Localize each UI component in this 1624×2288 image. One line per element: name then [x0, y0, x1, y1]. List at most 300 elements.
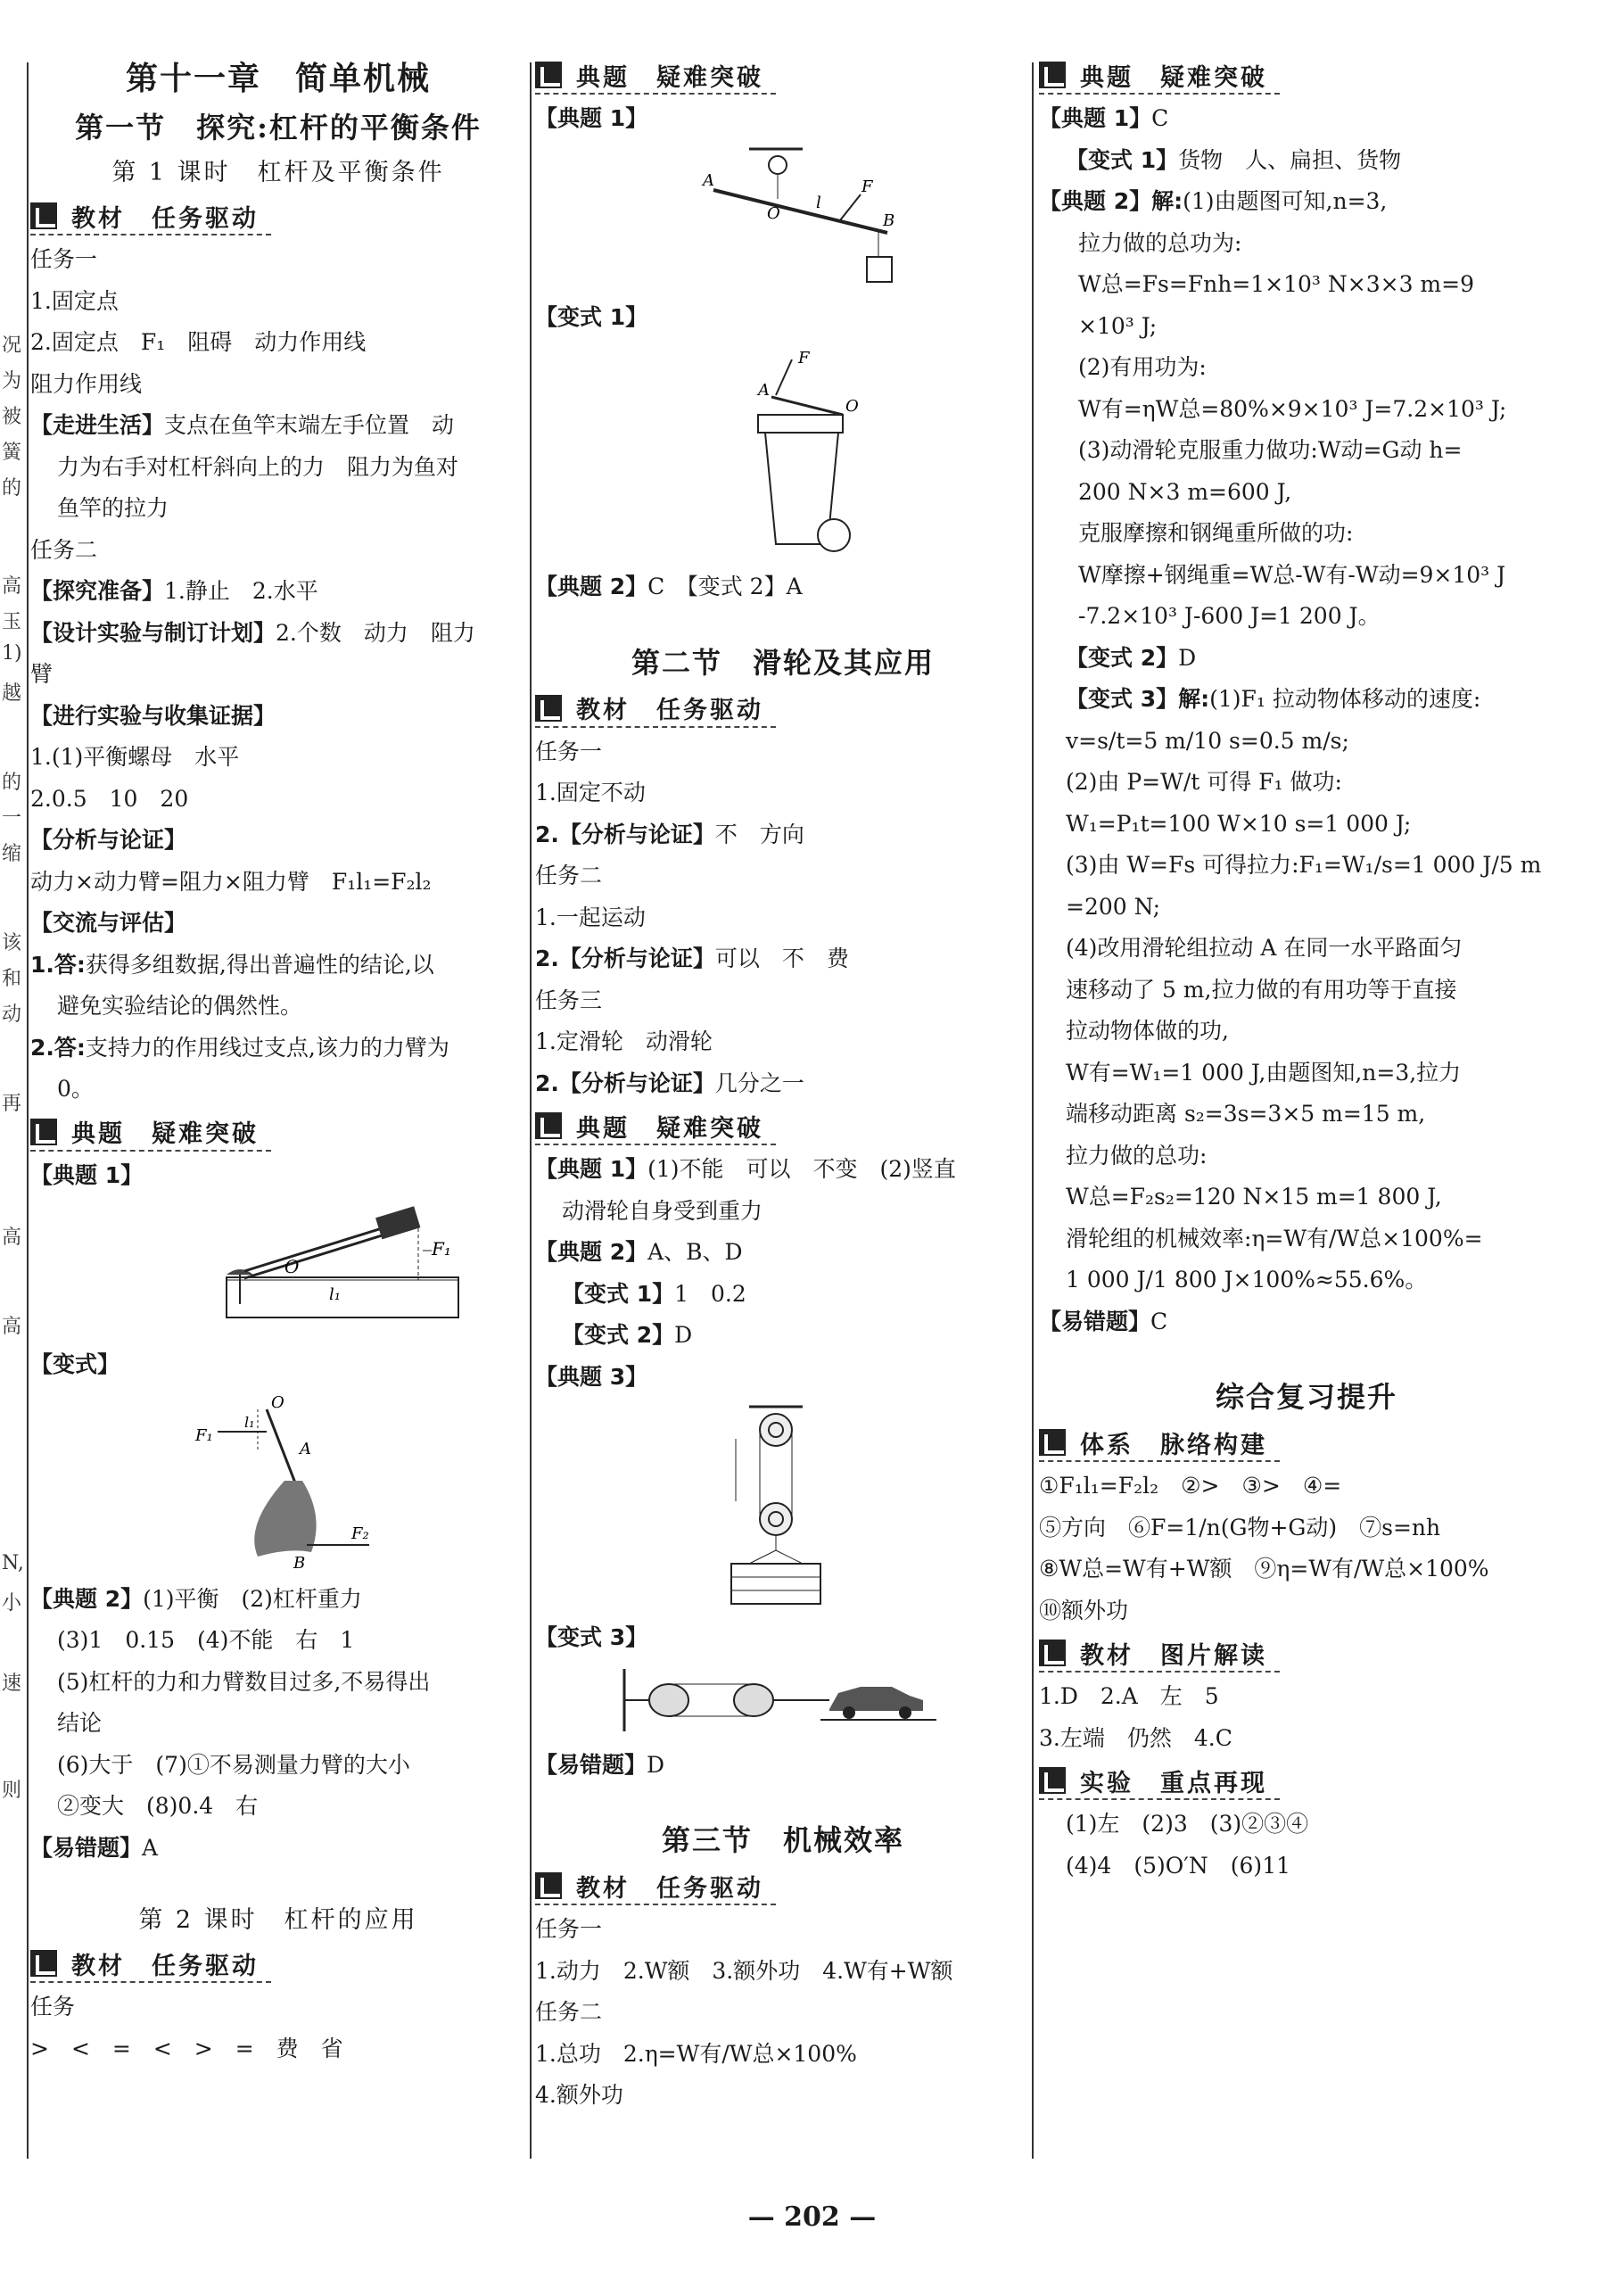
- margin-char: 和: [2, 968, 22, 990]
- text-line: [1039, 1507, 1574, 1549]
- line-text: ⑤方向 ⑥F=1/n(G物+G动) ⑦s=nh: [1039, 1514, 1441, 1540]
- line-text: 克服摩擦和钢绳重所做的功:: [1078, 520, 1354, 546]
- margin-char: 况: [2, 335, 22, 357]
- margin-char: 被: [2, 406, 22, 428]
- margin-char: 缩: [2, 843, 22, 865]
- answer-tag: 【变式 1】: [562, 1280, 675, 1307]
- section-heading: 第三节 机械效率: [661, 1823, 904, 1857]
- figure: [535, 1664, 1031, 1739]
- text-line: [30, 322, 526, 364]
- text-line: [1039, 762, 1574, 804]
- text-line: [535, 731, 1031, 773]
- text-line: [30, 1703, 526, 1745]
- line-text: 滑轮组的机械效率:η=W有/W总×100%=: [1066, 1225, 1483, 1251]
- text-line: [1039, 1804, 1574, 1846]
- line-text: D: [647, 1751, 665, 1778]
- fig-label: O: [284, 1256, 300, 1277]
- line-text: (1)左 (2)3 (3)②③④: [1066, 1811, 1309, 1837]
- section-arrow-icon: [30, 202, 57, 229]
- section-heading: 综合复习提升: [1215, 1380, 1397, 1414]
- answer-tag: 【交流与评估】: [30, 910, 187, 936]
- line-text: ⑩额外功: [1039, 1597, 1129, 1623]
- answer-tag: 【典题 1】: [1039, 105, 1152, 131]
- line-text: 1.定滑轮 动滑轮: [535, 1028, 713, 1054]
- margin-char: 的: [2, 772, 22, 794]
- line-text: 任务二: [535, 863, 603, 888]
- figure: [30, 1202, 526, 1339]
- section-title: 典题 疑难突破: [71, 1120, 259, 1148]
- answer-tag: 【典题 1】: [535, 1156, 648, 1182]
- margin-char: 玉: [2, 611, 22, 633]
- section-header: [30, 198, 271, 235]
- margin-char: 速: [2, 1673, 22, 1695]
- answer-tag: 【变式 2】: [1066, 644, 1179, 671]
- margin-char: 簧: [2, 442, 22, 464]
- text-line: [1039, 306, 1574, 348]
- text-line: [535, 1992, 1031, 2034]
- text-line: [535, 1951, 1031, 1993]
- margin-char: N,: [2, 1552, 24, 1574]
- section-arrow-icon: [30, 1950, 57, 1977]
- section-title: 教材 任务驱动: [71, 204, 259, 233]
- answer-tag: 【易错题】: [30, 1834, 143, 1861]
- line-text: (1)平衡 (2)杠杆重力: [143, 1585, 362, 1612]
- text-line: [30, 281, 526, 323]
- fig-label: l: [816, 193, 821, 212]
- margin-char: 高: [2, 1316, 22, 1338]
- fig-label: F: [798, 349, 810, 368]
- text-line: [30, 1579, 526, 1621]
- answer-tag: 【易错题】: [1039, 1308, 1151, 1334]
- answer-tag: 【分析与论证】: [30, 827, 187, 853]
- text-line: [535, 1274, 1031, 1316]
- text-line: [30, 1028, 526, 1070]
- text-line: [535, 297, 1031, 339]
- line-text: 支持力的作用线过支点,该力的力臂为: [85, 1034, 449, 1061]
- text-line: [535, 855, 1031, 897]
- line-text: ①F₁l₁=F₂l₂ ②> ③> ④=: [1039, 1473, 1342, 1499]
- line-text: C: [1151, 105, 1169, 131]
- line-text: ×10³ J;: [1078, 312, 1158, 339]
- line-text: -7.2×10³ J-600 J=1 200 J。: [1078, 603, 1381, 629]
- fig-label: F₁: [195, 1425, 213, 1445]
- line-text: =200 N;: [1066, 893, 1161, 920]
- fig-label: A: [758, 381, 770, 400]
- fig-label: F₁: [432, 1238, 451, 1260]
- margin-char: 一: [2, 807, 22, 830]
- text-line: [1039, 1549, 1574, 1590]
- line-text: 不 方向: [714, 821, 804, 847]
- margin-char: 越: [2, 682, 22, 705]
- figure: [30, 1392, 526, 1574]
- line-text: (1)由题图可知,n=3,: [1183, 188, 1388, 214]
- pulley-system-diagram: [615, 1403, 883, 1608]
- spacer: [535, 1786, 1031, 1816]
- text-line: [1039, 887, 1574, 929]
- line-text: 拉动物体做的功,: [1066, 1018, 1229, 1044]
- section-header: [535, 1108, 776, 1145]
- section-title: 典题 疑难突破: [1080, 63, 1267, 92]
- line-text: W₁=P₁t=100 W×10 s=1 000 J;: [1066, 810, 1412, 837]
- text-line: [30, 1620, 526, 1662]
- text-line: [1039, 513, 1574, 555]
- text-line: [535, 1745, 1031, 1787]
- answer-tag: 【进行实验与收集证据】: [30, 702, 276, 729]
- text-line: [535, 980, 1031, 1022]
- line-text: 3.左端 仍然 4.C: [1039, 1724, 1232, 1751]
- text-line: [1039, 1718, 1574, 1760]
- line-text: 1.D 2.A 左 5: [1039, 1683, 1219, 1709]
- fig-label: O: [767, 203, 780, 223]
- text-line: [1039, 1136, 1574, 1177]
- text-line: [30, 1987, 526, 2028]
- section-header: [535, 57, 776, 95]
- section-title: 教材 图片解读: [1080, 1641, 1267, 1670]
- text-line: [1039, 638, 1574, 680]
- section-header: [535, 690, 776, 728]
- margin-char: 1): [2, 642, 22, 665]
- hanging-lever-diagram: [615, 145, 895, 288]
- line-text: 动力×动力臂=阻力×阻力臂 F₁l₁=F₂l₂: [30, 868, 432, 895]
- line-text: (1)F₁ 拉动物体移动的速度:: [1209, 686, 1481, 712]
- fig-label: O: [271, 1392, 284, 1412]
- line-text: 任务: [30, 1994, 76, 2020]
- fig-label: l₁: [329, 1285, 341, 1304]
- text-line: [535, 2075, 1031, 2117]
- fig-label: F₂: [351, 1524, 369, 1543]
- line-text: (3)动滑轮克服重力做功:W动=G动 h=: [1078, 437, 1463, 463]
- line-text: 200 N×3 m=600 J,: [1078, 478, 1292, 505]
- text-line: [1039, 1218, 1574, 1260]
- line-text: 1 000 J/1 800 J×100%≈55.6%。: [1066, 1267, 1428, 1293]
- text-line: [1039, 928, 1574, 970]
- margin-char: 高: [2, 575, 22, 598]
- line-text: (4)4 (5)O′N (6)11: [1066, 1852, 1291, 1879]
- answer-tag: 【典题 2】: [535, 1239, 648, 1265]
- text-line: [30, 654, 526, 696]
- line-text: (1)不能 可以 不变 (2)竖直: [647, 1156, 956, 1182]
- text-line: [535, 814, 1031, 856]
- column-1: [30, 54, 526, 2069]
- text-line: [535, 566, 1031, 608]
- answer-tag: 1.答:: [30, 951, 86, 978]
- spacer: [535, 608, 1031, 639]
- line-text: 拉力做的总功:: [1066, 1142, 1208, 1169]
- margin-char: 的: [2, 477, 22, 500]
- line-text: 任务一: [535, 738, 603, 764]
- text-line: [1039, 596, 1574, 638]
- line-text: 端移动距离 s₂=3s=3×5 m=15 m,: [1066, 1101, 1426, 1127]
- answer-tag: 【设计实验与制订计划】: [30, 619, 276, 646]
- answer-tag: 【典题 2】: [30, 1585, 144, 1612]
- text-line: [535, 2034, 1031, 2076]
- line-text: (5)杠杆的力和力臂数目过多,不易得出: [57, 1668, 431, 1695]
- section-arrow-icon: [535, 1872, 562, 1899]
- text-line: [1039, 347, 1574, 389]
- text-line: [1039, 970, 1574, 1012]
- section-heading: 第 2 课时 杠杆的应用: [138, 1906, 418, 1934]
- line-text: 任务一: [535, 1916, 603, 1942]
- line-text: 1.动力 2.W额 3.额外功 4.W有+W额: [535, 1957, 953, 1984]
- section-heading: 第二节 滑轮及其应用: [631, 645, 935, 680]
- text-line: [1039, 1301, 1574, 1343]
- line-text: > < = < > = 费 省: [30, 2035, 343, 2061]
- section-title: 教材 任务驱动: [576, 697, 763, 724]
- text-line: [30, 530, 526, 572]
- text-line: [535, 1021, 1031, 1063]
- answer-tag: 【典题 1】: [535, 105, 648, 131]
- line-text: 1.固定点: [30, 287, 119, 314]
- line-text: W总=F₂s₂=120 N×15 m=1 800 J,: [1066, 1184, 1442, 1210]
- text-line: [30, 737, 526, 779]
- text-line: [1039, 845, 1574, 887]
- text-line: [535, 1191, 1031, 1233]
- line-text: 臂: [30, 661, 54, 687]
- text-line: [535, 98, 1031, 140]
- section-title: 实验 重点再现: [1080, 1769, 1267, 1797]
- section-header: [535, 1868, 776, 1905]
- section-arrow-icon: [535, 695, 562, 722]
- section-header: [1039, 57, 1280, 95]
- trash-bin-lever-diagram: [615, 343, 883, 558]
- figure: [535, 145, 1031, 292]
- text-line: [30, 862, 526, 904]
- text-line: [1039, 679, 1574, 721]
- text-line: [535, 1315, 1031, 1357]
- text-line: [30, 986, 526, 1028]
- section-title: 体系 脉络构建: [1080, 1431, 1267, 1459]
- section-header: [30, 1945, 271, 1983]
- fig-label: B: [293, 1553, 306, 1573]
- section-arrow-icon: [535, 1112, 562, 1139]
- text-line: [1039, 98, 1574, 140]
- line-text: W摩擦+钢绳重=W总-W有-W动=9×10³ J: [1078, 561, 1506, 588]
- section-title: 典题 疑难突破: [576, 1114, 763, 1143]
- text-line: [30, 613, 526, 655]
- text-line: [535, 1232, 1031, 1274]
- text-line: [30, 903, 526, 945]
- margin-char: 该: [2, 932, 22, 954]
- line-text: 0。: [57, 1076, 94, 1102]
- text-line: [30, 239, 526, 281]
- line-text: 任务二: [30, 536, 98, 563]
- line-text: D: [1178, 644, 1197, 671]
- line-text: 任务一: [30, 246, 98, 272]
- spacer: [1039, 1342, 1574, 1373]
- answer-tag: 【变式】: [30, 1351, 120, 1377]
- section-arrow-icon: [30, 1119, 57, 1145]
- section-arrow-icon: [535, 62, 562, 88]
- section-heading: 第一节 探究:杠杆的平衡条件: [75, 111, 482, 145]
- text-line: [1039, 1094, 1574, 1136]
- answer-tag: 2.【分析与论证】: [535, 946, 715, 971]
- line-text: 2.0.5 10 20: [30, 785, 189, 812]
- answer-tag: 【变式 2】: [562, 1322, 675, 1348]
- line-text: C 【变式 2】A: [647, 574, 803, 599]
- margin-char: 再: [2, 1093, 22, 1115]
- section-title: 教材 任务驱动: [71, 1952, 259, 1980]
- text-line: [1039, 1260, 1574, 1301]
- text-line: [30, 1745, 526, 1787]
- text-line: [1039, 804, 1574, 846]
- text-line: [1039, 140, 1574, 182]
- line-text: (2)有用功为:: [1078, 354, 1207, 380]
- fig-label: O: [845, 397, 859, 416]
- section-title: 教材 任务驱动: [576, 1874, 763, 1903]
- answer-tag: 【变式 3】解:: [1066, 686, 1210, 712]
- line-text: 鱼竿的拉力: [57, 495, 169, 521]
- section-arrow-icon: [1039, 1767, 1066, 1794]
- line-text: 结论: [57, 1710, 103, 1736]
- spacer: [30, 1869, 526, 1899]
- text-line: [1039, 472, 1574, 514]
- section-header: [1039, 1763, 1280, 1800]
- text-line: [1039, 223, 1574, 265]
- section-header: [1039, 1635, 1280, 1673]
- line-text: A: [142, 1834, 159, 1861]
- lever-diagram-1: [111, 1202, 485, 1335]
- line-text: 2.固定点 F₁ 阻碍 动力作用线: [30, 329, 367, 355]
- text-line: [535, 1149, 1031, 1191]
- answer-tag: 【典题 2】: [535, 574, 648, 599]
- column-3: [1039, 54, 1574, 1887]
- margin-char: 高: [2, 1227, 22, 1249]
- section-arrow-icon: [1039, 1429, 1066, 1456]
- text-line: [535, 938, 1031, 980]
- section-header: [1039, 1425, 1280, 1462]
- text-line: [535, 1063, 1031, 1105]
- line-text: 4.额外功: [535, 2082, 623, 2108]
- text-line: [1039, 555, 1574, 597]
- text-line: [30, 571, 526, 613]
- line-text: 任务二: [535, 1999, 603, 2025]
- line-text: 任务三: [535, 987, 603, 1013]
- answer-tag: 2.答:: [30, 1034, 86, 1061]
- section-heading: 第 1 课时 杠杆及平衡条件: [111, 159, 445, 186]
- line-text: (3)由 W=Fs 可得拉力:F₁=W₁/s=1 000 J/5 m: [1066, 852, 1542, 878]
- text-line: [30, 364, 526, 406]
- line-text: 拉力做的总功为:: [1078, 229, 1242, 256]
- line-text: 几分之一: [714, 1070, 804, 1096]
- text-line: [30, 1828, 526, 1870]
- fig-label: A: [300, 1439, 311, 1458]
- line-text: 1.(1)平衡螺母 水平: [30, 744, 240, 770]
- line-text: 1.固定不动: [535, 780, 646, 805]
- margin-char: 小: [2, 1592, 22, 1615]
- text-line: [30, 779, 526, 821]
- answer-tag: 【变式 1】: [535, 303, 648, 330]
- text-line: [1039, 1177, 1574, 1218]
- answer-tag: 【探究准备】: [30, 578, 165, 604]
- text-line: [30, 945, 526, 987]
- line-text: 2.个数 动力 阻力: [276, 619, 475, 646]
- margin-char: 为: [2, 370, 22, 392]
- line-text: 货物 人、扁担、货物: [1178, 146, 1402, 173]
- section-title: 典题 疑难突破: [576, 63, 763, 92]
- line-text: 1 0.2: [674, 1280, 746, 1307]
- text-line: [30, 696, 526, 738]
- line-text: W有=W₁=1 000 J,由题图知,n=3,拉力: [1066, 1059, 1462, 1086]
- line-text: 力为右手对杠杆斜向上的力 阻力为鱼对: [57, 453, 459, 480]
- text-line: [535, 1357, 1031, 1399]
- answer-tag: 【走进生活】: [30, 412, 165, 438]
- broom-lever-diagram: [111, 1392, 378, 1573]
- answer-tag: 【变式 3】: [535, 1624, 648, 1650]
- fig-label: B: [883, 211, 895, 230]
- line-text: ②变大 (8)0.4 右: [57, 1793, 259, 1819]
- margin-char: 则: [2, 1780, 22, 1802]
- answer-tag: 【典题 3】: [535, 1363, 648, 1390]
- line-text: v=s/t=5 m/10 s=0.5 m/s;: [1066, 727, 1349, 754]
- text-line: [30, 488, 526, 530]
- text-line: [1039, 1466, 1574, 1507]
- text-line: [30, 447, 526, 489]
- line-text: A、B、D: [647, 1239, 743, 1265]
- answer-tag: 2.【分析与论证】: [535, 821, 715, 847]
- line-text: (4)改用滑轮组拉动 A 在同一水平路面匀: [1066, 935, 1463, 961]
- line-text: 阻力作用线: [30, 370, 143, 397]
- text-line: [30, 1069, 526, 1111]
- text-line: [1039, 1676, 1574, 1718]
- line-text: (3)1 0.15 (4)不能 右 1: [57, 1627, 355, 1653]
- line-text: W总=Fs=Fnh=1×10³ N×3×3 m=9: [1078, 271, 1474, 297]
- column-2: [535, 54, 1031, 2117]
- section-arrow-icon: [1039, 1640, 1066, 1666]
- section-heading: 第十一章 简单机械: [125, 60, 431, 97]
- line-text: 速移动了 5 m,拉力做的有用功等于直接: [1066, 976, 1457, 1003]
- column-divider: [1032, 62, 1034, 2159]
- line-text: 1.一起运动: [535, 904, 646, 930]
- answer-tag: 2.【分析与论证】: [535, 1070, 715, 1096]
- text-line: [1039, 1011, 1574, 1053]
- text-line: [1039, 181, 1574, 223]
- line-text: (6)大于 (7)①不易测量力臂的大小: [57, 1751, 410, 1778]
- text-line: [1039, 1846, 1574, 1887]
- line-text: (2)由 P=W/t 可得 F₁ 做功:: [1066, 769, 1342, 795]
- text-line: [1039, 389, 1574, 431]
- text-line: [30, 1662, 526, 1704]
- line-text: ⑧W总=W有+W额 ⑨η=W有/W总×100%: [1039, 1556, 1489, 1582]
- fig-label: A: [703, 170, 714, 190]
- line-text: 1.总功 2.η=W有/W总×100%: [535, 2040, 857, 2067]
- line-text: D: [674, 1322, 693, 1348]
- text-line: [1039, 1590, 1574, 1632]
- column-divider: [27, 62, 29, 2159]
- column-divider: [530, 62, 532, 2159]
- text-line: [30, 405, 526, 447]
- car-pulley-diagram: [615, 1664, 990, 1736]
- line-text: C: [1150, 1308, 1168, 1334]
- line-text: 动滑轮自身受到重力: [562, 1197, 763, 1224]
- text-line: [1039, 721, 1574, 763]
- line-text: 获得多组数据,得出普遍性的结论,以: [85, 951, 434, 978]
- line-text: 避免实验结论的偶然性。: [57, 993, 303, 1019]
- text-line: [1039, 1053, 1574, 1094]
- text-line: [30, 820, 526, 862]
- text-line: [535, 1617, 1031, 1659]
- margin-char: 动: [2, 1004, 22, 1026]
- line-text: 支点在鱼竿末端左手位置 动: [164, 412, 455, 438]
- fig-label: F: [861, 177, 873, 196]
- line-text: 1.静止 2.水平: [164, 578, 318, 604]
- text-line: [535, 897, 1031, 939]
- text-line: [30, 1786, 526, 1828]
- fig-label: l₁: [244, 1413, 255, 1431]
- text-line: [30, 1344, 526, 1386]
- figure: [535, 1403, 1031, 1612]
- answer-tag: 【典题 1】: [30, 1161, 144, 1188]
- text-line: [535, 772, 1031, 814]
